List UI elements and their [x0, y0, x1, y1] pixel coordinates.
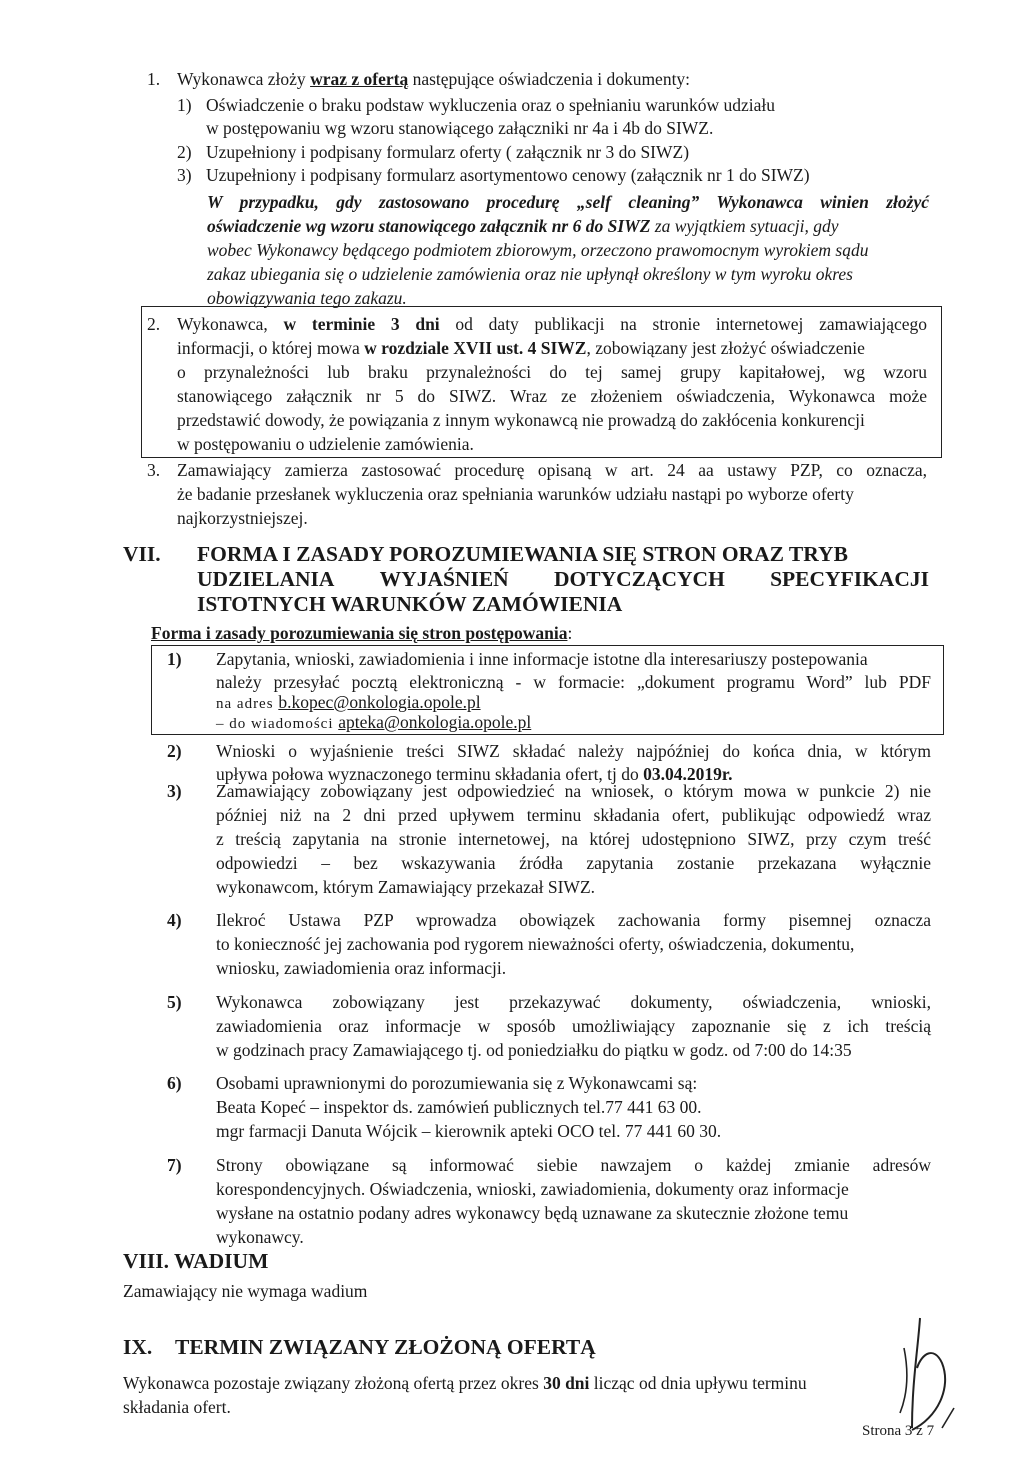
item-5-line-3: w godzinach pracy Zamawiającego tj. od poniedziałku do piątku w godz. od 7:00 do 14:35	[216, 1040, 852, 1060]
item-1-line-3: na adres b.kopec@onkologia.opole.pl	[216, 692, 481, 712]
item-5-number: 5)	[167, 992, 182, 1012]
point-1-item-1-line-1: Oświadczenie o braku podstaw wykluczenia oraz o spełnianiu warunków udziału	[206, 95, 776, 115]
point-1-item-1-line-2: w postępowaniu wg wzoru stanowiącego załączniki nr 4a i 4b do SIWZ.	[206, 118, 714, 138]
point-1-item-2-number: 2)	[177, 142, 192, 162]
email-link-b-kopec[interactable]: b.kopec@onkologia.opole.pl	[278, 692, 481, 712]
point-1-item-2: Uzupełniony i podpisany formularz oferty ( załącznik nr 3 do SIWZ)	[206, 142, 690, 162]
self-cleaning-note-line-1: W przypadku, gdy zastosowano procedurę „self cleaning” Wykonawca winien złożyć	[207, 192, 929, 212]
point-1-lead: Wykonawca złoży wraz z ofertą następujące oświadczenia i dokumenty:	[177, 69, 691, 89]
item-7-number: 7)	[167, 1155, 182, 1175]
point-2-number: 2.	[147, 314, 161, 334]
item-3-line-5: wykonawcom, którym Zamawiający przekazał SIWZ.	[216, 877, 596, 897]
section-9-number: IX.	[123, 1335, 153, 1359]
handwritten-initials-signature	[882, 1308, 962, 1438]
item-2-line-2: upływa połowa wyznaczonego terminu składania ofert, tj do 03.04.2019r.	[216, 764, 733, 784]
point-2-line-6: w postępowaniu o udzielenie zamówienia.	[177, 434, 474, 454]
page-number: Strona 3 z 7	[862, 1423, 935, 1439]
item-7-line-4: wykonawcy.	[216, 1227, 304, 1247]
item-3-line-1: Zamawiający zobowiązany jest odpowiedzieć na wniosek, o którym mowa w punkcie 2) nie	[216, 781, 931, 801]
item-2-number: 2)	[167, 741, 182, 761]
section-9-line-1: Wykonawca pozostaje związany złożoną ofertą przez okres 30 dni licząc od dnia upływu terminu	[123, 1373, 807, 1393]
item-2-line-1: Wnioski o wyjaśnienie treści SIWZ składać należy najpóźniej do końca dnia, w którym	[216, 741, 931, 761]
section-9-title: TERMIN ZWIĄZANY ZŁOŻONĄ OFERTĄ	[175, 1335, 596, 1359]
item-7-line-1: Strony obowiązane są informować siebie nawzajem o każdej zmianie adresów	[216, 1155, 931, 1175]
section-7-number: VII.	[123, 542, 161, 566]
item-3-line-2: później niż na 2 dni przed upływem terminu składania ofert, publikując odpowiedź wraz	[216, 805, 931, 825]
point-3-line-2: że badanie przesłanek wykluczenia oraz spełniania warunków udziału nastąpi po wyborze oferty	[177, 484, 854, 504]
item-6-line-2: Beata Kopeć – inspektor ds. zamówień publicznych tel.77 441 63 00.	[216, 1097, 702, 1117]
point-2-line-2: informacji, o której mowa w rozdziale XVII ust. 4 SIWZ, zobowiązany jest złożyć oświadczenie	[177, 338, 865, 358]
point-3-line-3: najkorzystniejszej.	[177, 508, 308, 528]
item-4-line-2: to konieczność jej zachowania pod rygorem nieważności oferty, oświadczenia, dokumentu,	[216, 934, 855, 954]
point-2-line-3: o przynależności lub braku przynależności do tej samej grupy kapitałowej, wg wzoru	[177, 362, 927, 382]
item-7-line-2: korespondencyjnych. Oświadczenia, wnioski, zawiadomienia, dokumenty oraz informacje	[216, 1179, 849, 1199]
point-3-line-1: Zamawiający zamierza zastosować procedurę opisaną w art. 24 aa ustawy PZP, co oznacza,	[177, 460, 927, 480]
item-1-number: 1)	[167, 649, 182, 669]
item-5-line-1: Wykonawca zobowiązany jest przekazywać dokumenty, oświadczenia, wnioski,	[216, 992, 931, 1012]
point-1-item-1-number: 1)	[177, 95, 192, 115]
section-8-text: Zamawiający nie wymaga wadium	[123, 1281, 368, 1301]
item-3-number: 3)	[167, 781, 182, 801]
item-1-line-2: należy przesyłać pocztą elektroniczną - w formacie: „dokument programu Word” lub PDF	[216, 672, 931, 692]
section-7-title-line-2: UDZIELANIA WYJAŚNIEŃ DOTYCZĄCYCH SPECYFIKACJI	[197, 567, 929, 591]
point-1-item-3: Uzupełniony i podpisany formularz asortymentowo cenowy (załącznik nr 1 do SIWZ)	[206, 165, 810, 185]
item-5-line-2: zawiadomienia oraz informacje w sposób umożliwiający zapoznanie się z ich treścią	[216, 1016, 931, 1036]
section-8-heading: VIII. WADIUM	[123, 1249, 269, 1273]
item-7-line-3: wysłane na ostatnio podany adres wykonawcy będą uznawane za skutecznie złożone temu	[216, 1203, 849, 1223]
point-1-item-3-number: 3)	[177, 165, 192, 185]
item-4-number: 4)	[167, 910, 182, 930]
section-7-subheading: Forma i zasady porozumiewania się stron postępowania:	[151, 623, 573, 643]
item-4-line-3: wniosku, zawiadomienia oraz informacji.	[216, 958, 507, 978]
point-3-number: 3.	[147, 460, 161, 480]
point-2-line-5: przedstawić dowody, że powiązania z innym wykonawcą nie prowadzą do zakłócenia konkurencji	[177, 410, 865, 430]
self-cleaning-note-line-2: oświadczenie wg wzoru stanowiącego załącznik nr 6 do SIWZ za wyjątkiem sytuacji, gdy	[207, 216, 839, 236]
section-7-title-line-1: FORMA I ZASADY POROZUMIEWANIA SIĘ STRON ORAZ TRYB	[197, 542, 848, 566]
item-1-line-1: Zapytania, wnioski, zawiadomienia i inne informacje istotne dla interesariuszy postepowania	[216, 649, 868, 669]
item-1-line-4: – do wiadomości apteka@onkologia.opole.pl	[216, 712, 532, 732]
item-3-line-3: z treścią zapytania na stronie internetowej, na której udostępniono SIWZ, przy czym treść	[216, 829, 931, 849]
item-6-number: 6)	[167, 1073, 182, 1093]
item-4-line-1: Ilekroć Ustawa PZP wprowadza obowiązek zachowania formy pisemnej oznacza	[216, 910, 931, 930]
self-cleaning-note-line-3: wobec Wykonawcy będącego podmiotem zbiorowym, orzeczono prawomocnym wyrokiem sądu	[207, 240, 869, 260]
point-1-number: 1.	[147, 69, 161, 89]
point-2-line-4: stanowiącego załącznik nr 5 do SIWZ. Wraz ze złożeniem oświadczenia, Wykonawca może	[177, 386, 927, 406]
item-6-line-1: Osobami uprawnionymi do porozumiewania się z Wykonawcami są:	[216, 1073, 698, 1093]
email-link-apteka[interactable]: apteka@onkologia.opole.pl	[338, 712, 532, 732]
self-cleaning-note-line-4: zakaz ubiegania się o udzielenie zamówienia oraz nie upłynął określony w tym wyroku okres	[207, 264, 853, 284]
section-7-title-line-3: ISTOTNYCH WARUNKÓW ZAMÓWIENIA	[197, 592, 623, 616]
section-9-line-2: składania ofert.	[123, 1397, 231, 1417]
self-cleaning-note-line-5: obowiązywania tego zakazu.	[207, 288, 407, 308]
item-3-line-4: odpowiedzi – bez wskazywania źródła zapytania zostanie przekazana wyłącznie	[216, 853, 931, 873]
point-2-line-1: Wykonawca, w terminie 3 dni od daty publikacji na stronie internetowej zamawiającego	[177, 314, 927, 334]
item-6-line-3: mgr farmacji Danuta Wójcik – kierownik apteki OCO tel. 77 441 60 30.	[216, 1121, 722, 1141]
